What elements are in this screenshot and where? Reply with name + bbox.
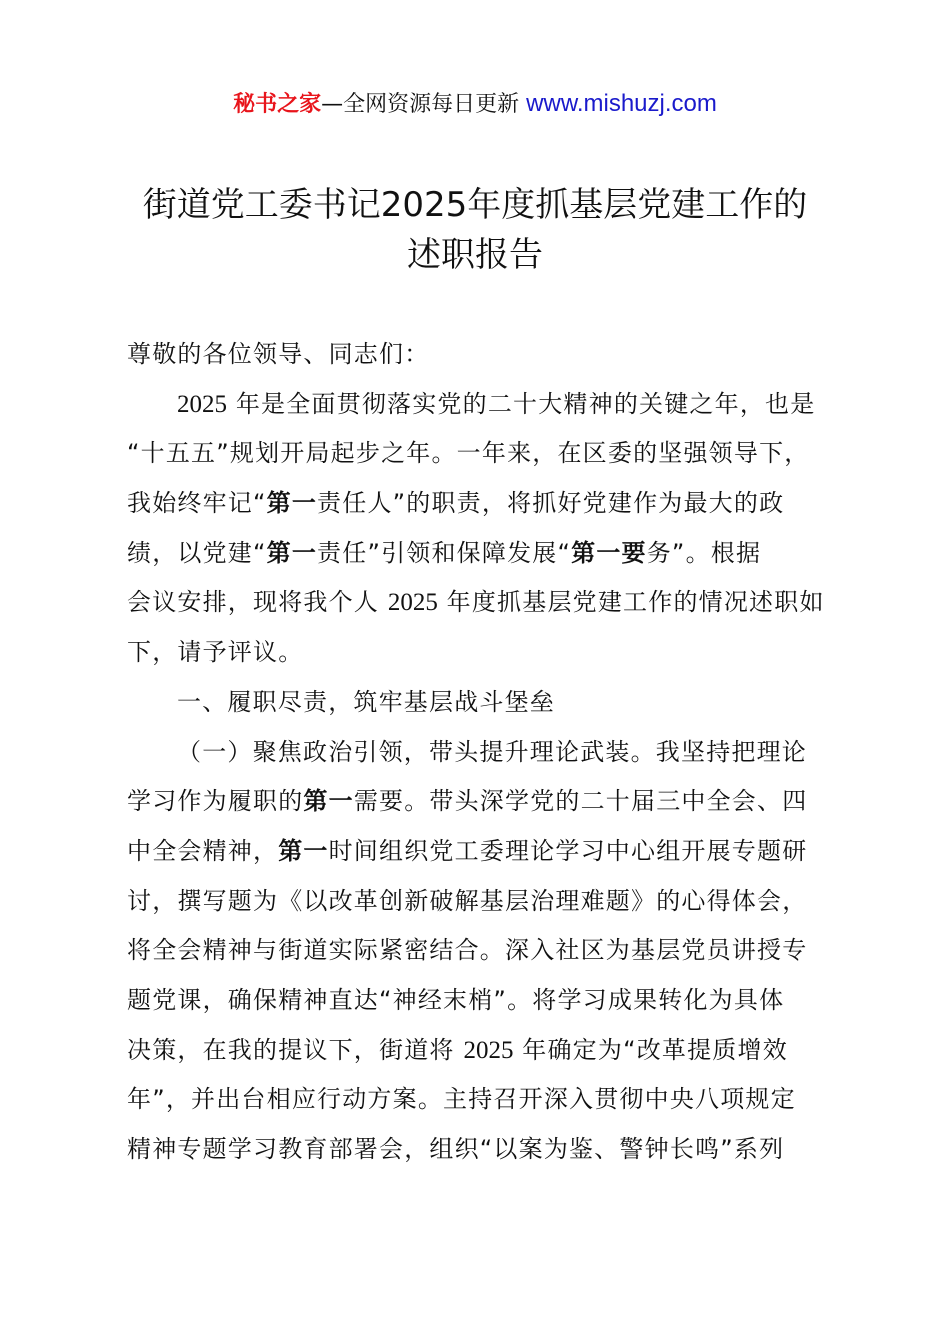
document-title [0, 180, 950, 280]
text-line [127, 728, 847, 778]
document-body [127, 330, 847, 1175]
bold-text: 第一 [266, 489, 318, 518]
bold-text: 第一要 [571, 538, 647, 567]
text-line [127, 976, 847, 1026]
text-segment: 2025 [463, 1036, 514, 1064]
bold-text: 第一 [278, 836, 329, 865]
text-segment: 责任”引领和保障发展“ [317, 538, 572, 567]
text-segment: 年是全面贯彻落实党的二十大精神的关键之年，也是 [227, 389, 816, 418]
text-line [127, 380, 847, 430]
text-line [127, 926, 847, 976]
text-line [127, 529, 847, 579]
text-segment: 会议安排，现将我个人 [127, 588, 388, 617]
text-segment: 中全会精神， [127, 836, 279, 865]
text-line [127, 429, 847, 479]
bold-text: 第一 [266, 538, 318, 567]
text-segment: 题党课，确保精神直达“神经末梢”。将学习成果转化为具体 [127, 985, 785, 1014]
tagline: —全网资源每日更新 [321, 92, 527, 117]
text-segment: 务”。根据 [646, 538, 762, 567]
title-line-2: 述职报告 [407, 235, 543, 275]
text-segment: 精神专题学习教育部署会，组织“以案为鉴、警钟长鸣”系列 [127, 1135, 785, 1163]
text-line [127, 1125, 847, 1175]
text-segment: 下，请予评议。 [127, 638, 304, 667]
text-segment: （一）聚焦政治引领，带头提升理论武装。我坚持把理论 [177, 737, 807, 766]
site-link[interactable]: www.mishuzj.com [526, 90, 717, 117]
text-segment: 尊敬的各位领导、同志们： [127, 340, 430, 368]
brand-name: 秘书之家 [233, 92, 322, 117]
text-line [127, 1026, 847, 1076]
text-line [127, 479, 847, 529]
text-line [127, 578, 847, 628]
text-segment: 绩，以党建“ [127, 538, 267, 567]
text-segment: 需要。带头深学党的二十届三中全会、四 [353, 787, 808, 816]
text-segment: 年”，并出台相应行动方案。主持召开深入贯彻中央八项规定 [127, 1085, 796, 1114]
text-line [127, 628, 847, 678]
text-segment: 一、履职尽责，筑牢基层战斗堡垒 [177, 687, 555, 716]
text-line [127, 777, 847, 827]
text-segment: 讨，撰写题为《以改革创新破解基层治理难题》的心得体会， [127, 886, 808, 915]
text-line [127, 678, 847, 728]
text-segment: 2025 [177, 390, 227, 418]
text-line [127, 330, 847, 380]
text-segment: 2025 [387, 589, 438, 617]
text-line [127, 1075, 847, 1125]
text-segment: 我始终牢记“ [127, 489, 267, 518]
text-segment: 时间组织党工委理论学习中心组开展专题研 [328, 836, 808, 865]
site-header [0, 88, 950, 121]
text-segment: “十五五”规划开局起步之年。一年来，在区委的坚强领导下， [127, 439, 810, 468]
text-segment: 学习作为履职的 [127, 787, 304, 816]
text-line [127, 877, 847, 927]
text-segment: 将全会精神与街道实际紧密结合。深入社区为基层党员讲授专 [127, 936, 808, 965]
text-line [127, 827, 847, 877]
text-segment: 年确定为“改革提质增效 [513, 1035, 788, 1064]
text-segment: 责任人”的职责，将抓好党建作为最大的政 [317, 489, 785, 518]
title-line-1: 街道党工委书记2025年度抓基层党建工作的 [142, 185, 808, 225]
text-segment: 年度抓基层党建工作的情况述职如 [437, 588, 825, 617]
bold-text: 第一 [303, 787, 354, 816]
text-segment: 决策，在我的提议下，街道将 [127, 1035, 464, 1064]
